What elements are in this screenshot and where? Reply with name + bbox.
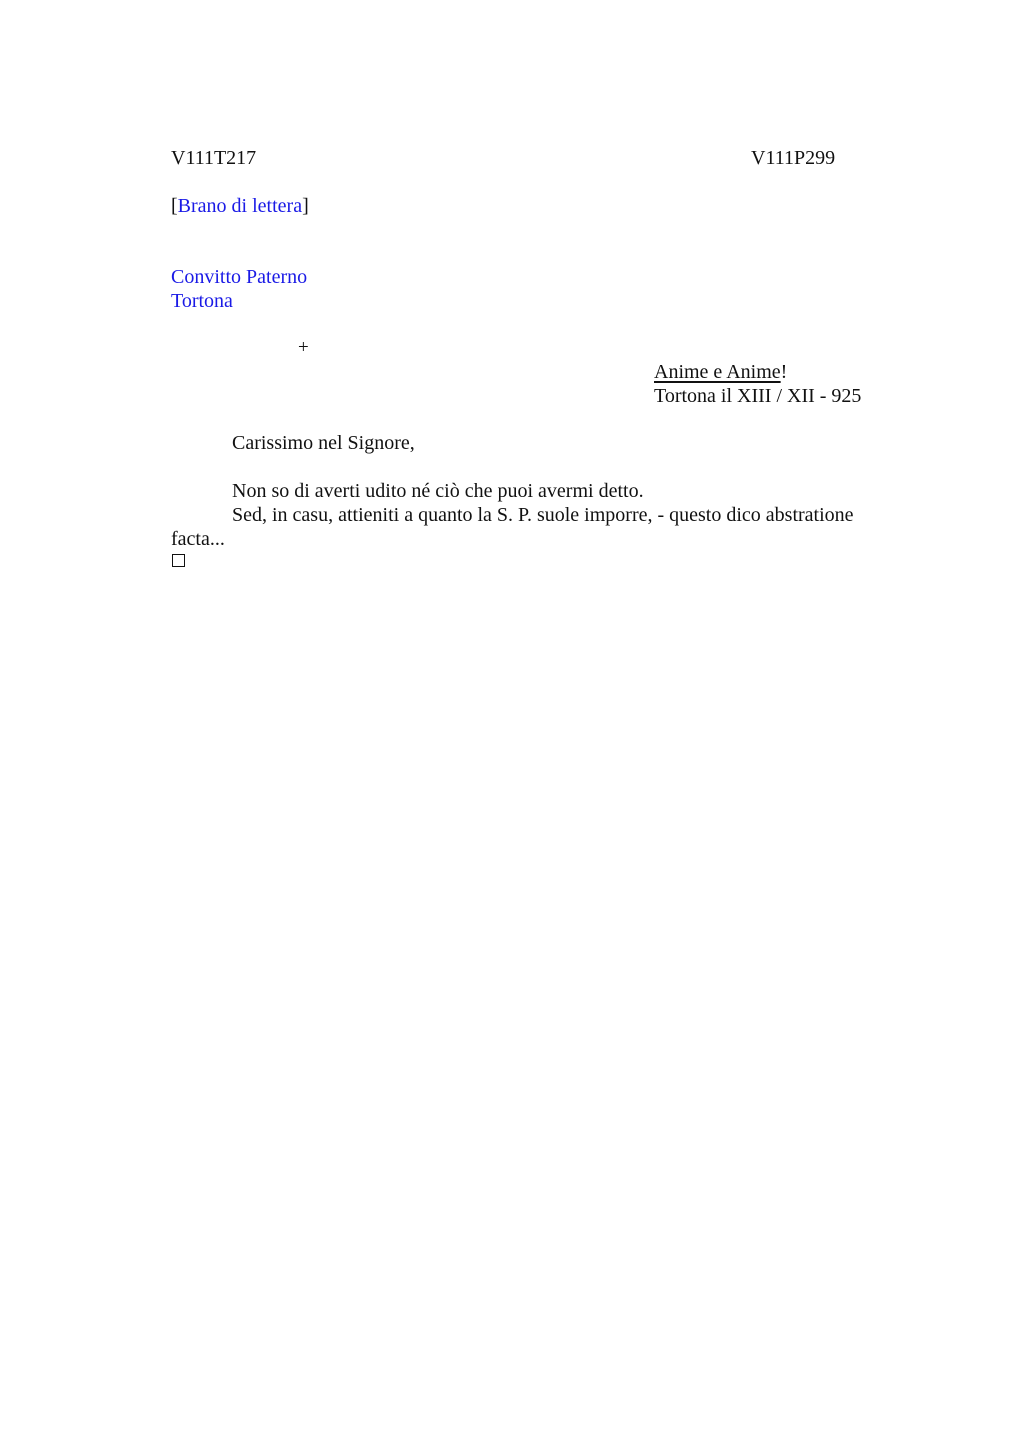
body-line-2: Sed, in casu, attieniti a quanto la S. P. suole imporre, - questo dico abstratione facta... <box>171 504 854 550</box>
doc-type <box>171 194 309 218</box>
header-left-code: V111T217 <box>171 147 257 169</box>
motto <box>654 360 787 384</box>
cross-symbol: + <box>298 337 309 358</box>
body-line-1: Non so di averti udito né ciò che puoi avermi detto. <box>232 480 644 502</box>
sender-line-1: Convitto Paterno <box>171 266 308 288</box>
date-line: Tortona il XIII / XII - 925 <box>654 385 862 407</box>
doc-type-label: Brano di lettera <box>177 195 303 217</box>
doc-type-close-bracket: ] <box>302 195 309 217</box>
header-right-code: V111P299 <box>751 147 836 169</box>
letter-body <box>171 479 881 551</box>
salutation: Carissimo nel Signore, <box>232 432 415 454</box>
motto-text: Anime e Anime <box>654 361 781 383</box>
sender-line-2: Tortona <box>171 290 233 312</box>
end-marker-box <box>172 554 185 567</box>
doc-type-open-bracket: [ <box>171 195 178 217</box>
motto-suffix: ! <box>780 361 788 383</box>
